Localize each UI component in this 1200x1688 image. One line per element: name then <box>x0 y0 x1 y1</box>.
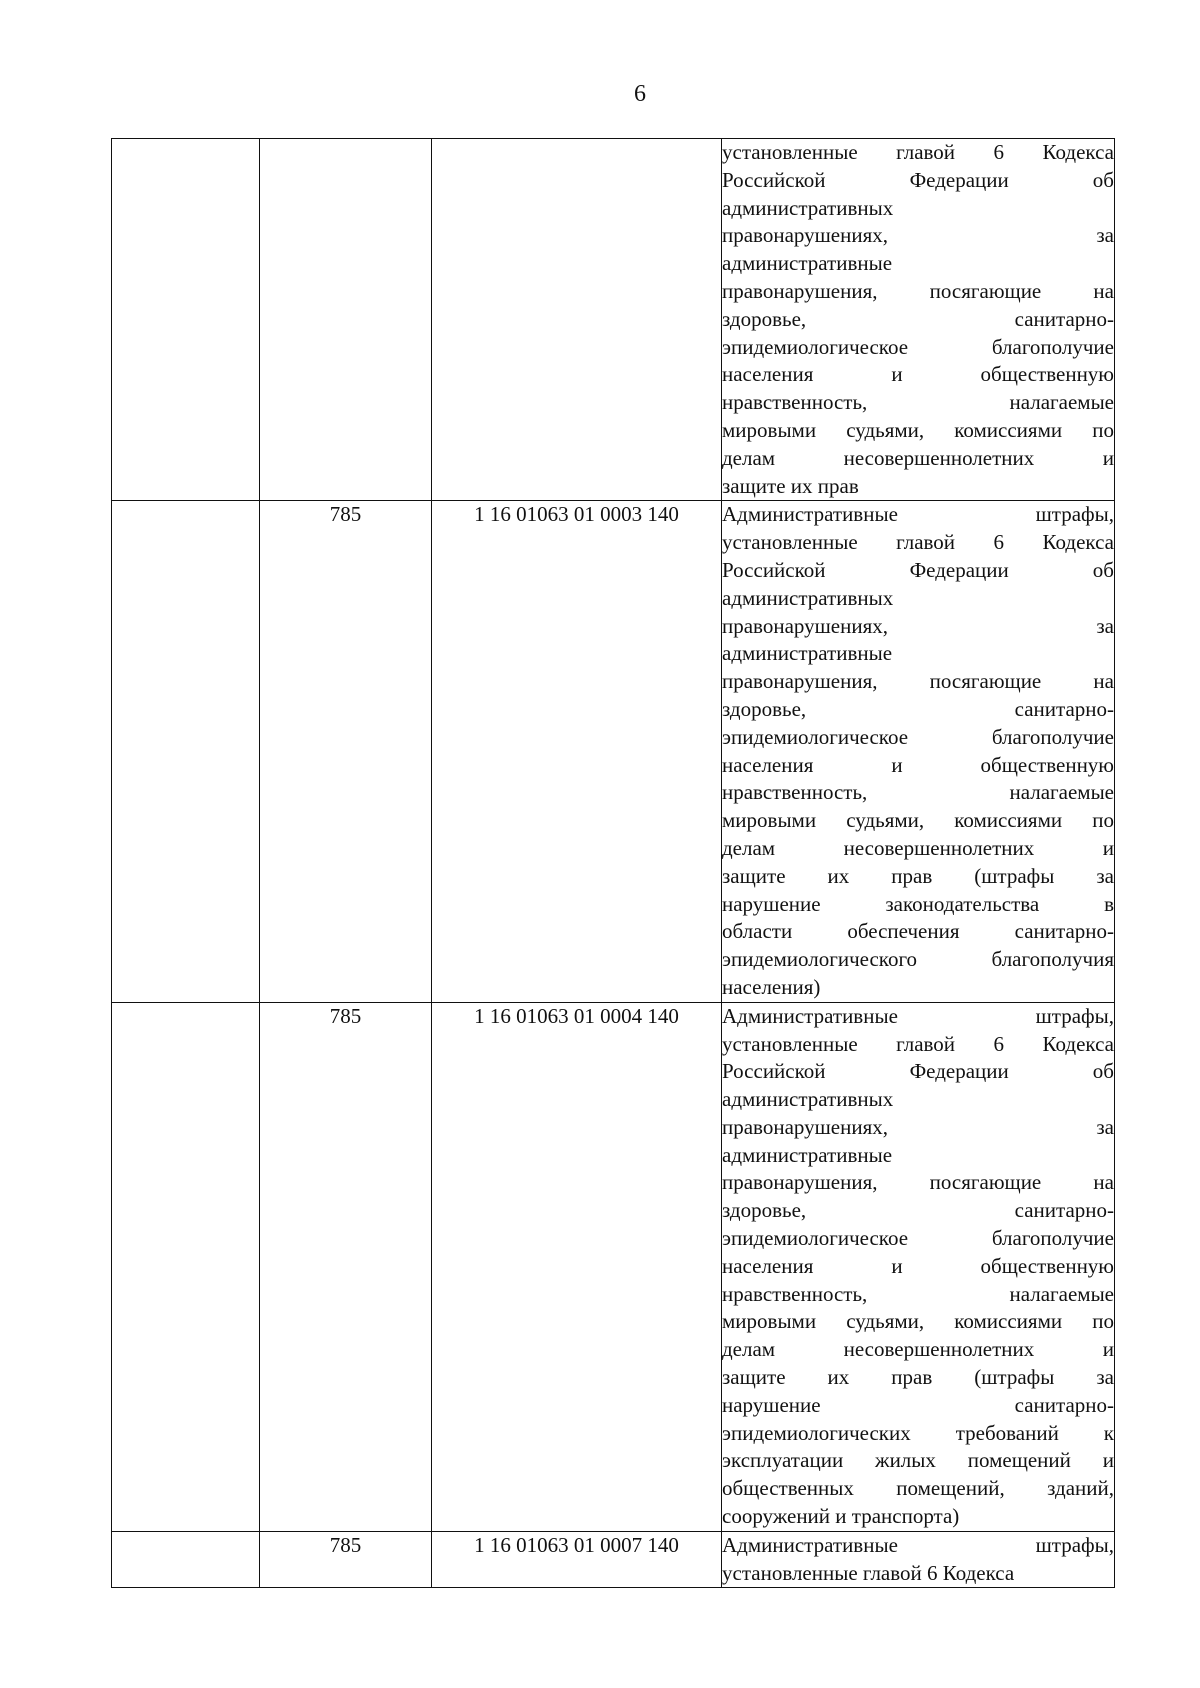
description-line: Административные штрафы, <box>722 1532 1114 1557</box>
description-line: нарушение законодательства в <box>722 891 1114 916</box>
description-line: сооружений и транспорта) <box>722 1504 960 1529</box>
kbk-code-cell: 1 16 01063 01 0003 140 <box>432 501 722 1002</box>
blank-cell <box>112 139 260 501</box>
description-line: нравственность, налагаемые <box>722 1281 1114 1306</box>
administrator-code-cell: 785 <box>260 1002 432 1531</box>
description-line: населения) <box>722 974 821 999</box>
description-line: делам несовершеннолетних и <box>722 1337 1114 1362</box>
description-line: населения и общественную <box>722 362 1114 387</box>
administrator-code-cell: 785 <box>260 1531 432 1588</box>
description-line: области обеспечения санитарно- <box>722 919 1114 944</box>
description-line: мировыми судьями, комиссиями по <box>722 417 1114 442</box>
table-row <box>112 1002 1115 1531</box>
description-line: административные <box>722 251 893 276</box>
blank-cell <box>112 1531 260 1588</box>
description-line: Административные штрафы, <box>722 1003 1114 1028</box>
table-row <box>112 501 1115 1002</box>
budget-code-table <box>111 138 1115 1588</box>
description-line: Российской Федерации об <box>722 167 1114 192</box>
description-line: здоровье, санитарно- <box>722 696 1114 721</box>
description-line: мировыми судьями, комиссиями по <box>722 1309 1114 1334</box>
description-line: установленные главой 6 Кодекса <box>722 1560 1015 1585</box>
description-line: эксплуатации жилых помещений и <box>722 1448 1114 1473</box>
description-line: здоровье, санитарно- <box>722 1198 1114 1223</box>
description-line: правонарушения, посягающие на <box>722 669 1114 694</box>
description-line: эпидемиологического благополучия <box>722 947 1114 972</box>
description-line: административные <box>722 1142 893 1167</box>
description-line: населения и общественную <box>722 752 1114 777</box>
description-cell <box>722 1002 1115 1531</box>
description-line: административных <box>722 195 894 220</box>
table-row <box>112 139 1115 501</box>
description-line: административных <box>722 585 894 610</box>
kbk-code-cell: 1 16 01063 01 0007 140 <box>432 1531 722 1588</box>
page-number: 6 <box>634 81 646 107</box>
description-line: здоровье, санитарно- <box>722 306 1114 331</box>
description-line: правонарушения, посягающие на <box>722 1170 1114 1195</box>
description-line: эпидемиологических требований к <box>722 1420 1114 1445</box>
description-line: защите их прав <box>722 473 859 498</box>
description-line: правонарушения, посягающие на <box>722 278 1114 303</box>
description-line: административных <box>722 1087 894 1112</box>
description-cell <box>722 139 1115 501</box>
description-line: правонарушениях, за <box>722 1114 1114 1139</box>
description-line: административные <box>722 641 893 666</box>
kbk-code-cell <box>432 139 722 501</box>
table-row <box>112 1531 1115 1588</box>
description-cell <box>722 1531 1115 1588</box>
description-line: делам несовершеннолетних и <box>722 835 1114 860</box>
description-line: Административные штрафы, <box>722 502 1114 527</box>
description-line: общественных помещений, зданий, <box>722 1476 1114 1501</box>
description-line: Российской Федерации об <box>722 1059 1114 1084</box>
description-line: нарушение санитарно- <box>722 1392 1114 1417</box>
description-line: мировыми судьями, комиссиями по <box>722 808 1114 833</box>
kbk-code-cell: 1 16 01063 01 0004 140 <box>432 1002 722 1531</box>
table-body <box>112 139 1115 1588</box>
description-line: делам несовершеннолетних и <box>722 445 1114 470</box>
description-line: эпидемиологическое благополучие <box>722 724 1114 749</box>
blank-cell <box>112 1002 260 1531</box>
description-line: защите их прав (штрафы за <box>722 1365 1114 1390</box>
description-line: населения и общественную <box>722 1253 1114 1278</box>
description-line: эпидемиологическое благополучие <box>722 334 1114 359</box>
description-line: эпидемиологическое благополучие <box>722 1226 1114 1251</box>
description-line: установленные главой 6 Кодекса <box>722 140 1114 164</box>
administrator-code-cell: 785 <box>260 501 432 1002</box>
description-line: защите их прав (штрафы за <box>722 863 1114 888</box>
blank-cell <box>112 501 260 1002</box>
description-line: нравственность, налагаемые <box>722 390 1114 415</box>
description-cell <box>722 501 1115 1002</box>
description-line: Российской Федерации об <box>722 557 1114 582</box>
administrator-code-cell <box>260 139 432 501</box>
description-line: нравственность, налагаемые <box>722 780 1114 805</box>
description-line: установленные главой 6 Кодекса <box>722 1031 1114 1056</box>
description-line: установленные главой 6 Кодекса <box>722 530 1114 555</box>
description-line: правонарушениях, за <box>722 223 1114 248</box>
description-line: правонарушениях, за <box>722 613 1114 638</box>
